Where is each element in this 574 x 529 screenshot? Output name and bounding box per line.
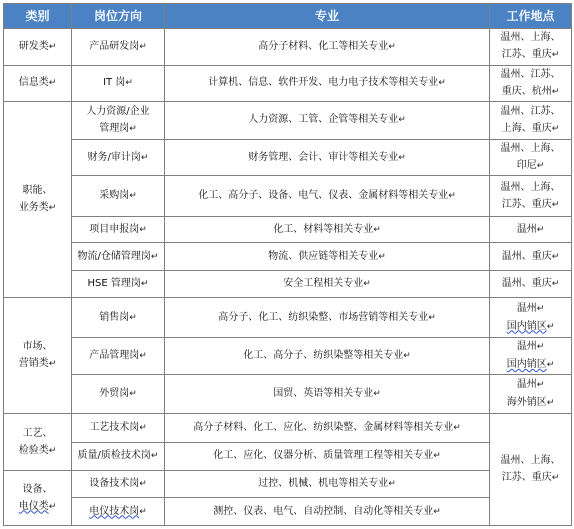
major-cell: 物流、供应链等相关专业↵ <box>165 243 490 270</box>
major-cell: 高分子材料、化工、应化、纺织染整、金属材料等相关专业↵ <box>165 414 490 442</box>
major-cell: 安全工程相关专业↵ <box>165 270 490 297</box>
table-row <box>4 102 572 140</box>
table-row <box>4 442 572 470</box>
location-cell: 温州↵ <box>490 216 572 242</box>
category-cell: 研发类↵ <box>4 29 72 66</box>
table-row <box>4 243 572 270</box>
position-cell: 人力资源/企业 管理岗↵ <box>72 102 165 140</box>
category-cell: 设备、 电仪类↵ <box>4 471 72 526</box>
table-row <box>4 298 572 338</box>
position-cell: 工艺技术岗↵ <box>72 414 165 442</box>
position-cell: HSE 管理岗↵ <box>72 270 165 297</box>
table-row <box>4 139 572 176</box>
position-cell: 设备技术岗↵ <box>72 471 165 498</box>
major-cell: 化工、应化、仪器分析、质量管理工程等相关专业↵ <box>165 442 490 470</box>
table-row <box>4 176 572 217</box>
table-row <box>4 414 572 442</box>
header-position: 岗位方向 <box>72 4 165 29</box>
position-cell: 质量/质检技术岗↵ <box>72 442 165 470</box>
category-cell: 职能、 业务类↵ <box>4 102 72 298</box>
position-cell: 电仪技术岗↵ <box>72 498 165 526</box>
location-cell: 温州、上海、 江苏、重庆↵ <box>490 29 572 66</box>
major-cell: 计算机、信息、软件开发、电力电子技术等相关专业↵ <box>165 65 490 102</box>
table-row <box>4 65 572 102</box>
location-cell: 温州、重庆↵ <box>490 270 572 297</box>
recruitment-table <box>3 3 572 526</box>
table-row <box>4 216 572 242</box>
major-cell: 过控、机械、机电等相关专业↵ <box>165 471 490 498</box>
position-cell: 外贸岗↵ <box>72 375 165 414</box>
category-label: 信息类 <box>18 77 49 89</box>
position-cell: 采购岗↵ <box>72 176 165 217</box>
table-row <box>4 337 572 375</box>
category-label: 研发类 <box>18 40 49 52</box>
position-cell: 销售岗↵ <box>72 298 165 338</box>
header-location: 工作地点 <box>490 4 572 29</box>
major-cell: 人力资源、工管、企管等相关专业↵ <box>165 102 490 140</box>
category-cell: 信息类↵ <box>4 65 72 102</box>
category-cell: 工艺、 检验类↵ <box>4 414 72 471</box>
position-cell: 物流/仓储管理岗↵ <box>72 243 165 270</box>
location-cell: 温州↵ 国内销区↵ <box>490 337 572 375</box>
position-cell: IT 岗↵ <box>72 65 165 102</box>
category-cell: 市场、 营销类↵ <box>4 298 72 414</box>
table-row <box>4 270 572 297</box>
major-cell: 化工、高分子、纺织染整等相关专业↵ <box>165 337 490 375</box>
position-cell: 项目申报岗↵ <box>72 216 165 242</box>
major-cell: 测控、仪表、电气、自动控制、自动化等相关专业↵ <box>165 498 490 526</box>
table-row <box>4 29 572 66</box>
major-cell: 高分子、化工、纺织染整、市场营销等相关专业↵ <box>165 298 490 338</box>
location-cell: 温州、上海、 江苏、重庆↵ <box>490 176 572 217</box>
location-cell: 温州、上海、 印尼↵ <box>490 139 572 176</box>
position-cell: 产品研发岗↵ <box>72 29 165 66</box>
major-cell: 国贸、英语等相关专业↵ <box>165 375 490 414</box>
location-cell: 温州、上海、 江苏、重庆↵ <box>490 414 572 526</box>
major-cell: 化工、高分子、设备、电气、仪表、金属材料等相关专业↵ <box>165 176 490 217</box>
table-row <box>4 471 572 498</box>
header-major: 专业 <box>165 4 490 29</box>
table-row <box>4 498 572 526</box>
major-cell: 化工、材料等相关专业↵ <box>165 216 490 242</box>
location-cell: 温州、重庆↵ <box>490 243 572 270</box>
major-cell: 高分子材料、化工等相关专业↵ <box>165 29 490 66</box>
location-cell: 温州↵ 海外销区↵ <box>490 375 572 414</box>
header-category: 类别 <box>4 4 72 29</box>
header-row <box>4 4 572 29</box>
position-cell: 财务/审计岗↵ <box>72 139 165 176</box>
position-cell: 产品管理岗↵ <box>72 337 165 375</box>
major-cell: 财务管理、会计、审计等相关专业↵ <box>165 139 490 176</box>
location-cell: 温州↵ 国内销区↵ <box>490 298 572 338</box>
location-cell: 温州、江苏、 重庆、杭州↵ <box>490 65 572 102</box>
table-row <box>4 375 572 414</box>
location-cell: 温州、江苏、 上海、重庆↵ <box>490 102 572 140</box>
